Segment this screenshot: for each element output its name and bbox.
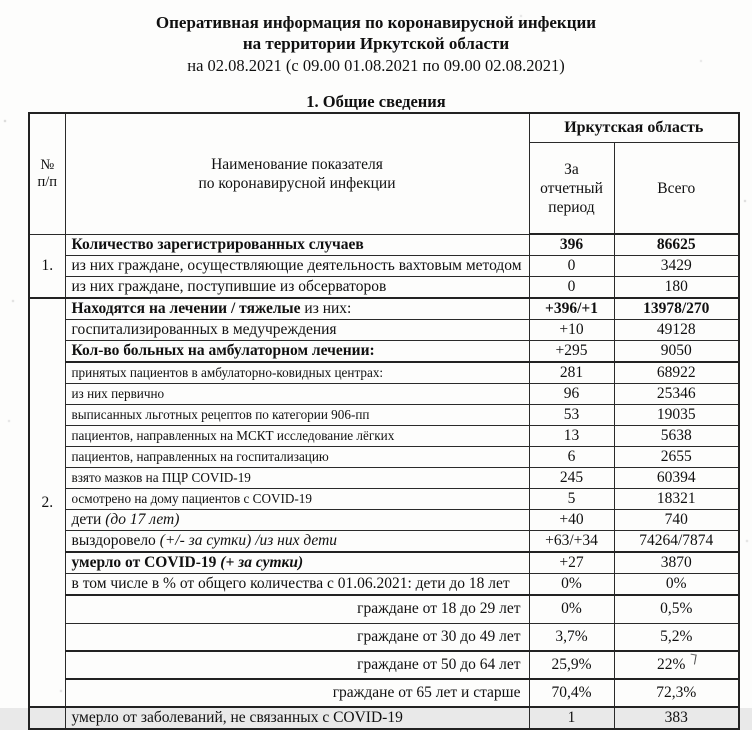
indicator-name-cell <box>65 256 529 277</box>
indicator-text-segment: (+/- за сутки) /из них дети <box>159 532 338 549</box>
period-value-cell: 96 <box>529 384 614 405</box>
column-header-region: Иркутская область <box>529 113 739 143</box>
scan-artifact <box>689 654 697 665</box>
total-value-cell: 0,5% <box>614 595 739 623</box>
total-value-cell: 74264/7874 <box>614 531 739 553</box>
table-row <box>29 277 739 299</box>
indicator-text-segment: умерло от COVID-19 <box>71 554 221 571</box>
table-row <box>29 341 739 363</box>
total-value-cell: 49128 <box>614 320 739 341</box>
period-value-cell: 0 <box>529 256 614 277</box>
total-value-cell: 2655 <box>614 447 739 468</box>
table-row <box>29 468 739 489</box>
period-value-cell: 13 <box>529 426 614 447</box>
indicator-text-segment: граждане от 65 лет и старше <box>332 684 521 701</box>
indicator-text-segment: взято мазков на ПЦР COVID-19 <box>71 470 251 485</box>
table-row <box>29 256 739 277</box>
indicator-name-cell <box>65 426 529 447</box>
total-value-cell: 0% <box>614 574 739 596</box>
indicator-name-cell <box>65 531 529 553</box>
scan-noise <box>0 0 2 2</box>
total-value-cell: 3870 <box>614 552 739 574</box>
total-value-cell: 180 <box>614 277 739 299</box>
table-row <box>29 298 739 320</box>
indicator-text-segment: выписанных льготных рецептов по категории 906-пп <box>71 407 370 422</box>
indicator-name-cell <box>65 447 529 468</box>
total-value-cell: 68922 <box>614 362 739 384</box>
table-row <box>29 362 739 384</box>
indicator-name-cell <box>65 707 529 729</box>
indicator-header-line2: по коронавирусной инфекции <box>198 174 396 192</box>
indicator-name-cell <box>65 298 529 320</box>
indicator-name-cell <box>65 362 529 384</box>
indicator-text-segment: из них: <box>304 300 352 317</box>
table-row <box>29 234 739 256</box>
total-value-cell: 22% <box>614 651 739 679</box>
indicator-text-segment: Находятся на лечении / тяжелые <box>71 300 305 317</box>
indicator-header-line1: Наименование показателя <box>211 155 383 173</box>
total-value-cell: 18321 <box>614 489 739 510</box>
total-value-cell: 9050 <box>614 341 739 363</box>
indicator-text-segment: из них граждане, поступившие из обсерваторов <box>71 278 387 295</box>
indicator-name-cell <box>65 405 529 426</box>
table-row <box>29 574 739 596</box>
total-value-cell: 72,3% <box>614 679 739 707</box>
total-value-cell: 19035 <box>614 405 739 426</box>
column-header-indicator <box>65 113 529 234</box>
indicator-text-segment: дети <box>71 511 106 528</box>
period-value-cell: 0 <box>529 277 614 299</box>
period-value-cell: 281 <box>529 362 614 384</box>
period-value-cell: +396/+1 <box>529 298 614 320</box>
indicator-text-segment: пациентов, направленных на МСКТ исследование лёгких <box>71 428 395 443</box>
period-value-cell: +295 <box>529 341 614 363</box>
report-title-line1: Оперативная информация по коронавирусной инфекции <box>155 13 597 32</box>
total-value-cell: 740 <box>614 510 739 531</box>
indicator-text-segment: граждане от 18 до 29 лет <box>357 600 521 618</box>
period-value-cell: 1 <box>529 707 614 729</box>
indicator-text-segment: Количество зарегистрированных случаев <box>71 235 364 253</box>
indicator-text-segment: граждане от 50 до 64 лет <box>357 656 521 673</box>
indicator-text-segment: (+ за сутки) <box>220 554 304 571</box>
table-row <box>29 426 739 447</box>
period-value-cell: +40 <box>529 510 614 531</box>
indicator-text-segment: из них граждане, осуществляющие деятельность вахтовым методом <box>71 257 522 274</box>
period-value-cell: 5 <box>529 489 614 510</box>
indicator-text-segment: умерло от заболеваний, не связанных с COVID-19 <box>71 709 403 726</box>
table-row <box>29 679 739 707</box>
indicator-name-cell <box>65 595 529 623</box>
indicator-name-cell <box>65 489 529 510</box>
period-value-cell: 0% <box>529 574 614 596</box>
total-value-cell: 3429 <box>614 256 739 277</box>
table-row <box>29 510 739 531</box>
indicator-text-segment: из них первично <box>71 386 165 401</box>
row-group-number: 1. <box>29 234 65 298</box>
section-heading: 1. Общие сведения <box>306 92 446 111</box>
total-value-cell: 5638 <box>614 426 739 447</box>
document-header <box>0 0 752 112</box>
indicator-text-segment: принятых пациентов в амбулаторно-ковидных центрах: <box>71 365 384 380</box>
table-header <box>29 113 739 234</box>
table-row <box>29 552 739 574</box>
table-row <box>29 531 739 553</box>
row-group-number: 2. <box>29 298 65 707</box>
period-value-cell: +63/+34 <box>529 531 614 553</box>
indicator-name-cell <box>65 320 529 341</box>
table-row <box>29 447 739 468</box>
total-value-cell: 25346 <box>614 384 739 405</box>
column-header-period: За отчетный период <box>529 143 614 235</box>
indicator-text-segment: в том числе в % от общего количества с 01.06.2021: дети до 18 лет <box>71 575 510 592</box>
indicator-text-segment: выздоровело <box>71 532 160 549</box>
indicator-name-cell <box>65 679 529 707</box>
table-row <box>29 320 739 341</box>
indicator-name-cell <box>65 574 529 596</box>
table-row <box>29 384 739 405</box>
table-row <box>29 405 739 426</box>
total-value-cell: 86625 <box>614 234 739 256</box>
period-value-cell: 53 <box>529 405 614 426</box>
total-value-cell: 383 <box>614 707 739 729</box>
indicator-text-segment: граждане от 30 до 49 лет <box>357 627 521 645</box>
indicator-name-cell <box>65 651 529 679</box>
period-value-cell: +10 <box>529 320 614 341</box>
indicator-text-segment: пациентов, направленных на госпитализацию <box>71 449 329 464</box>
period-value-cell: 25,9% <box>529 651 614 679</box>
report-title-line2: на территории Иркутской области <box>242 34 510 53</box>
period-value-cell: 6 <box>529 447 614 468</box>
total-value-cell: 13978/270 <box>614 298 739 320</box>
report-date-range: на 02.08.2021 (с 09.00 01.08.2021 по 09.00 02.08.2021) <box>187 56 565 75</box>
row-group-number <box>29 707 65 729</box>
indicator-name-cell <box>65 234 529 256</box>
covid-report-table <box>28 112 740 730</box>
indicator-text-segment: осмотрено на дому пациентов с COVID-19 <box>71 491 312 506</box>
indicator-name-cell <box>65 277 529 299</box>
period-value-cell: +27 <box>529 552 614 574</box>
indicator-name-cell <box>65 552 529 574</box>
period-value-cell: 3,7% <box>529 623 614 651</box>
period-value-cell: 0% <box>529 595 614 623</box>
indicator-text-segment: Кол-во больных на амбулаторном лечении: <box>71 342 375 359</box>
table-row <box>29 489 739 510</box>
table-row <box>29 707 739 729</box>
indicator-name-cell <box>65 623 529 651</box>
total-value-cell: 60394 <box>614 468 739 489</box>
table-row <box>29 623 739 651</box>
total-value-cell: 5,2% <box>614 623 739 651</box>
table-body <box>29 234 739 729</box>
num-header-line1: № <box>40 156 55 173</box>
indicator-name-cell <box>65 468 529 489</box>
indicator-text-segment: госпитализированных в медучреждения <box>71 321 337 338</box>
indicator-text-segment: (до 17 лет) <box>105 511 180 528</box>
indicator-name-cell <box>65 341 529 363</box>
period-value-cell: 245 <box>529 468 614 489</box>
column-header-total: Всего <box>614 143 739 235</box>
indicator-name-cell <box>65 510 529 531</box>
column-header-number <box>29 113 65 234</box>
table-row <box>29 595 739 623</box>
indicator-name-cell <box>65 384 529 405</box>
num-header-line2: п/п <box>37 173 58 190</box>
period-value-cell: 396 <box>529 234 614 256</box>
period-value-cell: 70,4% <box>529 679 614 707</box>
table-row <box>29 651 739 679</box>
